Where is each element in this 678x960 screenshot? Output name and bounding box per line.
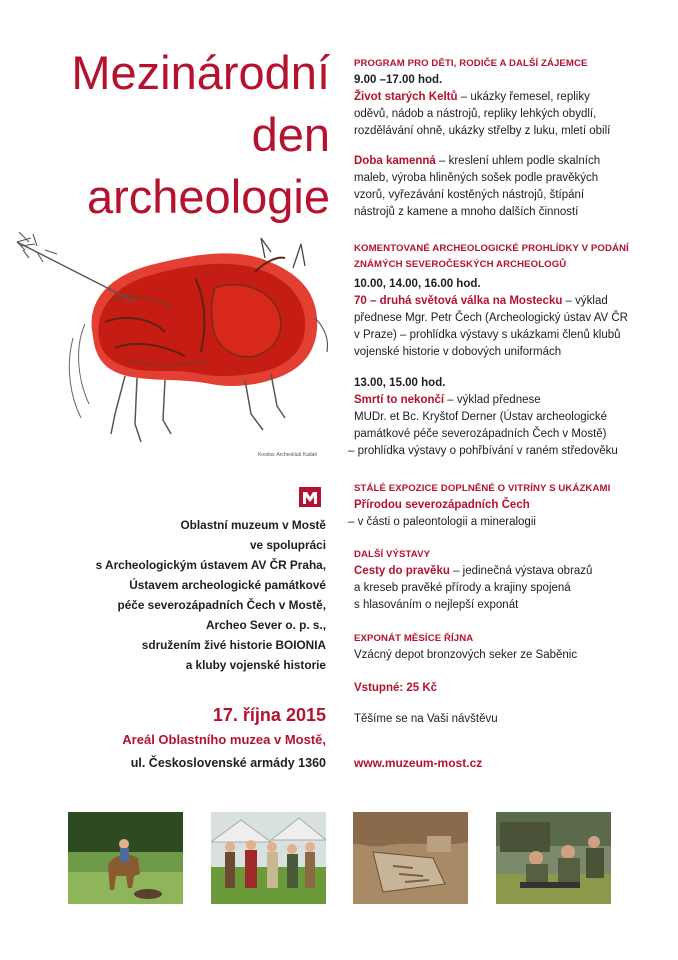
organizer-line: péče severozápadních Čech v Mostě, bbox=[117, 598, 326, 612]
tour-2-time: 13.00, 15.00 hod. bbox=[354, 377, 446, 389]
exhibit-text: – v části o paleontologii a mineralogii bbox=[348, 516, 536, 528]
tour-2-title: Smrtí to nekončí bbox=[354, 394, 445, 406]
keltu-line-3: rozdělávání ohně, ukázky střelby z luku, mletí obilí bbox=[354, 125, 611, 137]
tour-1-title: 70 – druhá světová válka na Mostecku bbox=[354, 295, 563, 307]
organizer-line: Oblastní muzeum v Mostě bbox=[180, 518, 326, 532]
tours-section bbox=[348, 241, 654, 460]
month-item-text: Vzácný depot bronzových seker ze Saběnic bbox=[354, 649, 578, 661]
exhibit-section bbox=[348, 481, 654, 531]
kamen-line-1: – kreslení uhlem podle skalních bbox=[435, 155, 601, 167]
bison-cave-drawing bbox=[15, 228, 333, 450]
photo-horse-rider bbox=[68, 812, 183, 904]
tour-1-line-4: vojenské historie v dobových uniformách bbox=[354, 346, 562, 358]
title-line-2: den bbox=[251, 108, 330, 161]
website-link[interactable]: www.muzeum-most.cz bbox=[354, 756, 483, 770]
tours-heading-1: KOMENTOVANÉ ARCHEOLOGICKÉ PROHLÍDKY V PODÁNÍ bbox=[354, 243, 629, 254]
other-line-2: a kreseb pravěké přírody a krajiny spojená bbox=[354, 582, 571, 594]
organizer-line: s Archeologickým ústavem AV ČR Praha, bbox=[95, 558, 326, 572]
tours-heading-2: ZNÁMÝCH SEVEROČESKÝCH ARCHEOLOGŮ bbox=[354, 259, 567, 270]
exhibit-heading: STÁLÉ EXPOZICE DOPLNĚNÉ O VITRÍNY S UKÁZKAMI bbox=[354, 483, 611, 494]
keltu-line-2: oděvů, nádob a nástrojů, repliky lehkých obydlí, bbox=[354, 108, 597, 120]
month-item-heading: EXPONÁT MĚSÍCE ŘÍJNA bbox=[354, 633, 474, 644]
other-title: Cesty do pravěku bbox=[354, 565, 450, 577]
organizer-line: ve spolupráci bbox=[249, 538, 326, 552]
organizer-line: sdružením živé historie BOIONIA bbox=[141, 638, 326, 652]
event-address: ul. Československé armády 1360 bbox=[130, 756, 326, 770]
tour-1-line-1: – výklad bbox=[562, 295, 608, 307]
event-venue: Areál Oblastního muzea v Mostě, bbox=[122, 732, 326, 747]
other-line-1: – jedinečná výstava obrazů bbox=[449, 565, 593, 577]
month-item-section bbox=[354, 631, 654, 664]
organizer-line: Archeo Sever o. p. s., bbox=[206, 618, 326, 632]
kamen-line-3: vzorů, vyřezávání kostěných nástrojů, štípání bbox=[354, 189, 585, 201]
organizer-line: Ústavem archeologické památkové bbox=[129, 578, 326, 592]
photo-military-reenactors bbox=[496, 812, 611, 904]
tour-2-line-4: – prohlídka výstavy o pohřbívání v raném středověku bbox=[348, 445, 618, 457]
event-date: 17. října 2015 bbox=[212, 705, 326, 725]
photo-excavation-site bbox=[353, 812, 468, 904]
program-section bbox=[354, 56, 654, 221]
exhibit-title: Přírodou severozápadních Čech bbox=[354, 499, 530, 511]
photo-historical-reenactors bbox=[211, 812, 326, 904]
organizer-line: a kluby vojenské historie bbox=[185, 658, 326, 672]
entry-fee: Vstupné: 25 Kč bbox=[354, 682, 438, 694]
welcome-text: Těšíme se na Vaši návštěvu bbox=[354, 713, 498, 725]
title-line-1: Mezinárodní bbox=[71, 46, 330, 99]
keltu-title: Život starých Keltů bbox=[354, 91, 458, 103]
museum-m-logo-icon bbox=[299, 487, 321, 507]
tour-2-line-3: památkové péče severozápadních Čech v Mostě) bbox=[354, 428, 607, 440]
tour-2-line-2: MUDr. et Bc. Kryštof Derner (Ústav archeologické bbox=[354, 411, 608, 423]
other-line-3: s hlasováním o nejlepší exponát bbox=[354, 599, 519, 611]
tour-1-time: 10.00, 14.00, 16.00 hod. bbox=[354, 278, 481, 290]
title-line-3: archeologie bbox=[86, 170, 330, 223]
kamen-line-2: maleb, výroba hliněných sošek podle pravěkých bbox=[354, 172, 599, 184]
organizers-block bbox=[60, 515, 326, 675]
kamen-title: Doba kamenná bbox=[354, 155, 436, 167]
program-time: 9.00 –17.00 hod. bbox=[354, 74, 443, 86]
tour-1-line-3: v Praze) – prohlídka výstavy s ukázkami členů klubů bbox=[354, 329, 621, 341]
other-exhibitions-section bbox=[354, 547, 654, 614]
drawing-credit: Kresba: Archeoklub Kadaň bbox=[258, 452, 318, 458]
poster-title bbox=[60, 42, 330, 228]
kamen-line-4: nástrojů z kamene a mnoho dalších činností bbox=[354, 206, 579, 218]
tour-1-line-2: přednese Mgr. Petr Čech (Archeologický ústav AV ČR bbox=[354, 312, 628, 324]
tour-2-line-1: – výklad přednese bbox=[444, 394, 541, 406]
other-heading: DALŠÍ VÝSTAVY bbox=[354, 549, 431, 560]
keltu-line-1: – ukázky řemesel, repliky bbox=[457, 91, 590, 103]
program-heading: PROGRAM PRO DĚTI, RODIČE A DALŠÍ ZÁJEMCE bbox=[354, 58, 588, 69]
